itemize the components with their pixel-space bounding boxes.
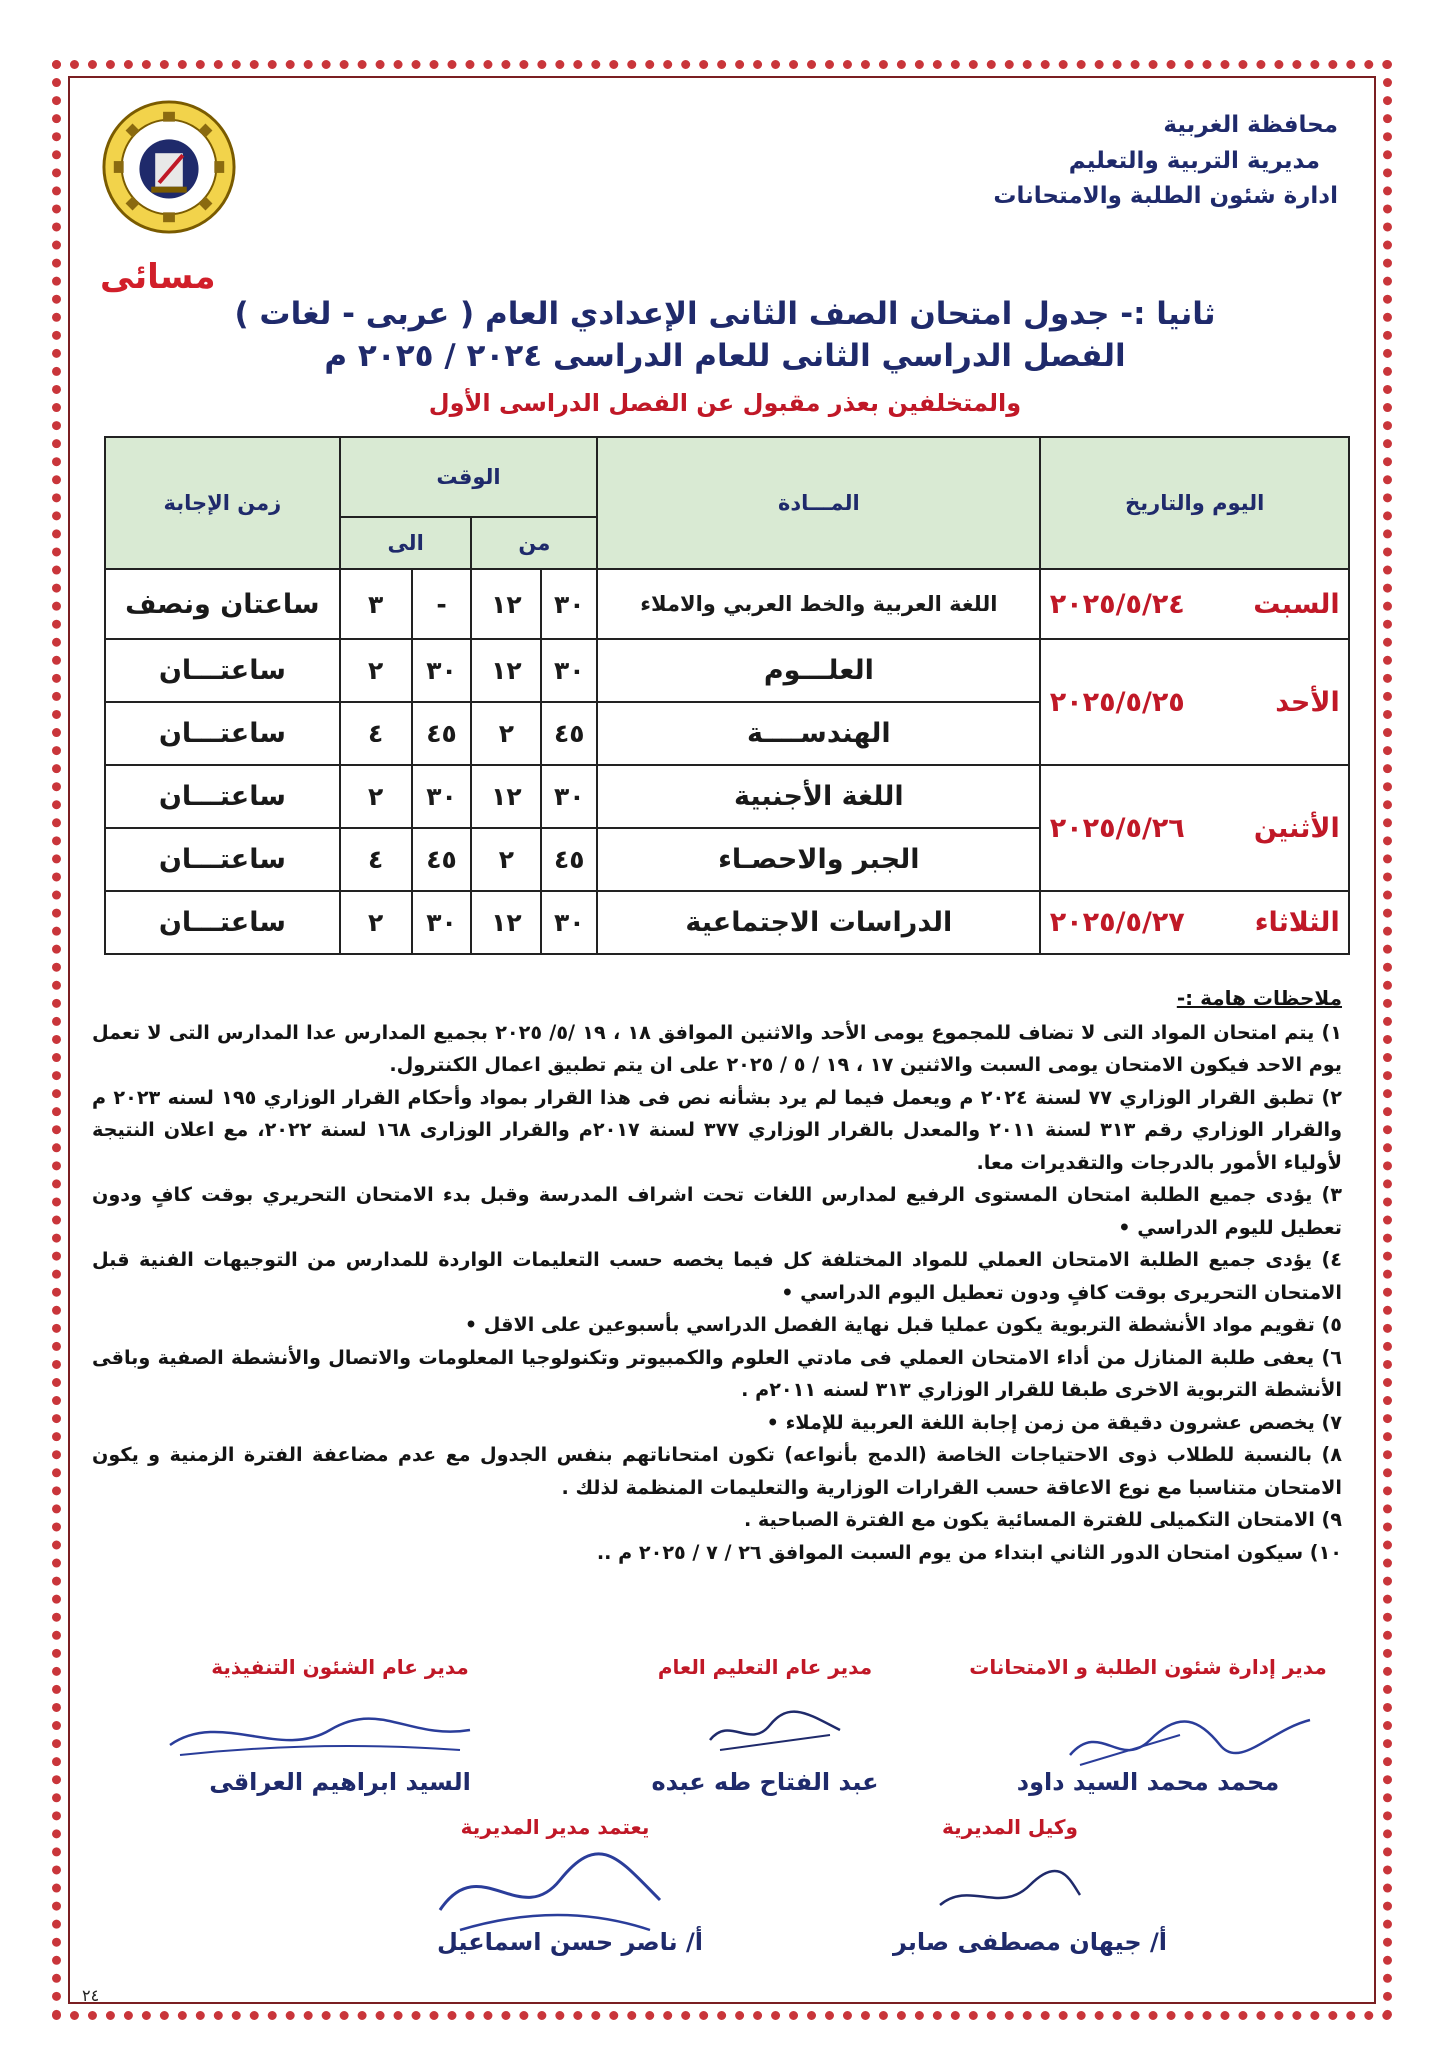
subject-cell: الجبر والاحصـاء: [597, 828, 1040, 891]
from-minute: ٣٠: [541, 891, 597, 954]
subject-cell: العلـــوم: [597, 639, 1040, 702]
table-row: [105, 765, 1349, 828]
signature-scribble-deputy: [930, 1850, 1090, 1930]
signature-title-left: مدير عام الشئون التنفيذية: [211, 1655, 469, 1679]
subject-cell: اللغة العربية والخط العربي والاملاء: [597, 569, 1040, 639]
day-date-cell: الأحد٢٠٢٥/٥/٢٥: [1040, 639, 1349, 765]
title-line-1: ثانيا :- جدول امتحان الصف الثانى الإعدادي العام ( عربى - لغات ): [234, 296, 1216, 332]
from-minute: ٣٠: [541, 569, 597, 639]
exam-schedule-table: [104, 436, 1350, 955]
signature-name-middle: عبد الفتاح طه عبده: [651, 1768, 879, 1796]
note-item: ٣) يؤدى جميع الطلبة امتحان المستوى الرفيع لمدارس اللغات تحت اشراف المدرسة وقبل بدء الامتحان التحريري بوقت كافٍ ودون تعطيل لليوم الدراسي •: [92, 1183, 1342, 1239]
note-item: ٩) الامتحان التكميلى للفترة المسائية يكون مع الفترة الصباحية .: [743, 1508, 1342, 1531]
signature-name-left: السيد ابراهيم العراقى: [209, 1768, 471, 1796]
to-minute: -: [412, 569, 472, 639]
to-hour: ٢: [340, 639, 412, 702]
day-date-cell: السبت٢٠٢٥/٥/٢٤: [1040, 569, 1349, 639]
governorate: محافظة الغربية: [1163, 112, 1338, 138]
signature-name-director: أ/ ناصر حسن اسماعيل: [436, 1928, 704, 1956]
subject-cell: الهندســــة: [597, 702, 1040, 765]
to-hour: ٤: [340, 828, 412, 891]
to-minute: ٣٠: [412, 639, 472, 702]
duration-cell: ساعتـــان: [105, 765, 340, 828]
page-number: ٢٤: [82, 1986, 100, 2005]
duration-cell: ساعتـــان: [105, 702, 340, 765]
duration-cell: ساعتـــان: [105, 891, 340, 954]
evening-label: مسائى: [100, 257, 216, 297]
header-day-date: اليوم والتاريخ: [1040, 437, 1349, 569]
signature-scribble-middle: [700, 1695, 850, 1765]
header-duration: زمن الإجابة: [105, 437, 340, 569]
note-item: ٤) يؤدى جميع الطلبة الامتحان العملي للمواد المختلفة كل فيما يخصه حسب التعليمات الواردة للمدارس من التوجيهات الفنية قبل الامتحان التحريرى بوقت كافٍ ودون تعطيل اليوم الدراسي •: [92, 1248, 1342, 1304]
signature-scribble-left: [160, 1700, 480, 1770]
title-line-2: الفصل الدراسي الثانى للعام الدراسى ٢٠٢٤ / ٢٠٢٥ م: [324, 338, 1126, 374]
header-from: من: [471, 517, 597, 569]
directorate: مديرية التربية والتعليم: [1068, 147, 1320, 174]
department: ادارة شئون الطلبة والامتحانات: [993, 183, 1338, 210]
header-time: الوقت: [340, 437, 598, 517]
from-minute: ٤٥: [541, 828, 597, 891]
notes-section: [92, 982, 1342, 1569]
header-subject: المـــادة: [597, 437, 1040, 569]
to-minute: ٣٠: [412, 891, 472, 954]
duration-cell: ساعتـــان: [105, 828, 340, 891]
note-item: ٦) يعفى طلبة المنازل من أداء الامتحان العملي فى مادتي العلوم والكمبيوتر وتكنولوجيا المعلومات والاتصال والأنشطة الصفية وباقى الأنشطة التربوية الاخرى طبقا للقرار الوزاري ٣١٣ لسنه ٢٠١١م .: [92, 1345, 1342, 1401]
note-item: ٨) بالنسبة للطلاب ذوى الاحتياجات الخاصة (الدمج بأنواعه) تكون امتحاناتهم بنفس الجدول مع عدم مضاعفة الفترة الزمنية و يكون الامتحان متناسبا مع نوع الاعاقة حسب القرارات الوزارية والتعليمات المنظمة لذلك .: [92, 1443, 1342, 1499]
signature-title-deputy: وكيل المديرية: [942, 1815, 1078, 1839]
table-row: [105, 639, 1349, 702]
to-minute: ٤٥: [412, 702, 472, 765]
duration-cell: ساعتان ونصف: [105, 569, 340, 639]
from-hour: ١٢: [471, 891, 541, 954]
signature-title-right: مدير إدارة شئون الطلبة و الامتحانات: [969, 1655, 1327, 1679]
header: [993, 108, 1338, 215]
signature-title-director: يعتمد مدير المديرية: [460, 1815, 650, 1839]
from-hour: ١٢: [471, 639, 541, 702]
note-item: ١) يتم امتحان المواد التى لا تضاف للمجموع يومى الأحد والاثنين الموافق ١٨ ، ١٩ /٥/ ٢٠٢٥ بجميع المدارس عدا المدارس التى لا تعمل يوم الاحد فيكون الامتحان يومى السبت والاثنين ١٧ ، ١٩ / ٥ / ٢٠٢٥ على ان يتم تطبيق اعمال الكنترول.: [92, 1020, 1342, 1076]
to-minute: ٤٥: [412, 828, 472, 891]
title-line-3: والمتخلفين بعذر مقبول عن الفصل الدراسى الأول: [428, 389, 1022, 417]
header-to: الى: [340, 517, 472, 569]
note-item: ٧) يخصص عشرون دقيقة من زمن إجابة اللغة العربية للإملاء •: [766, 1410, 1342, 1434]
from-hour: ١٢: [471, 765, 541, 828]
signature-title-middle: مدير عام التعليم العام: [657, 1655, 873, 1679]
notes-heading: ملاحظات هامة :-: [1176, 986, 1342, 1010]
duration-cell: ساعتـــان: [105, 639, 340, 702]
note-item: ١٠) سيكون امتحان الدور الثاني ابتداء من يوم السبت الموافق ٢٦ / ٧ / ٢٠٢٥ م ..: [596, 1540, 1342, 1564]
from-hour: ١٢: [471, 569, 541, 639]
signature-name-deputy: أ/ جيهان مصطفى صابر: [892, 1928, 1168, 1956]
to-minute: ٣٠: [412, 765, 472, 828]
directorate-logo: [100, 98, 238, 236]
from-minute: ٤٥: [541, 702, 597, 765]
to-hour: ٤: [340, 702, 412, 765]
from-minute: ٣٠: [541, 639, 597, 702]
day-date-cell: الثلاثاء٢٠٢٥/٥/٢٧: [1040, 891, 1349, 954]
signature-name-right: محمد محمد السيد داود: [1016, 1768, 1280, 1796]
table-row: [105, 891, 1349, 954]
to-hour: ٢: [340, 891, 412, 954]
from-hour: ٢: [471, 702, 541, 765]
note-item: ٥) تقويم مواد الأنشطة التربوية يكون عمليا قبل نهاية الفصل الدراسي بأسبوعين على الاقل •: [464, 1313, 1342, 1336]
from-hour: ٢: [471, 828, 541, 891]
from-minute: ٣٠: [541, 765, 597, 828]
to-hour: ٣: [340, 569, 412, 639]
day-date-cell: الأثنين٢٠٢٥/٥/٢٦: [1040, 765, 1349, 891]
table-row: [105, 569, 1349, 639]
to-hour: ٢: [340, 765, 412, 828]
note-item: ٢) تطبق القرار الوزاري ٧٧ لسنة ٢٠٢٤ م ويعمل فيما لم يرد بشأنه نص فى هذا القرار بمواد وأحكام القرار الوزاري ١٩٥ لسنه ٢٠٢٣ م والقرار الوزاري رقم ٣١٣ لسنة ٢٠١١ والمعدل بالقرار الوزاري ٣٧٧ لسنة ٢٠١٧م والقرار الوزارى ١٦٨ لسنة ٢٠٢٢، مع اعلان النتيجة لأولياء الأمور بالدرجات والتقديرات معا.: [92, 1085, 1343, 1174]
subject-cell: الدراسات الاجتماعية: [597, 891, 1040, 954]
subject-cell: اللغة الأجنبية: [597, 765, 1040, 828]
